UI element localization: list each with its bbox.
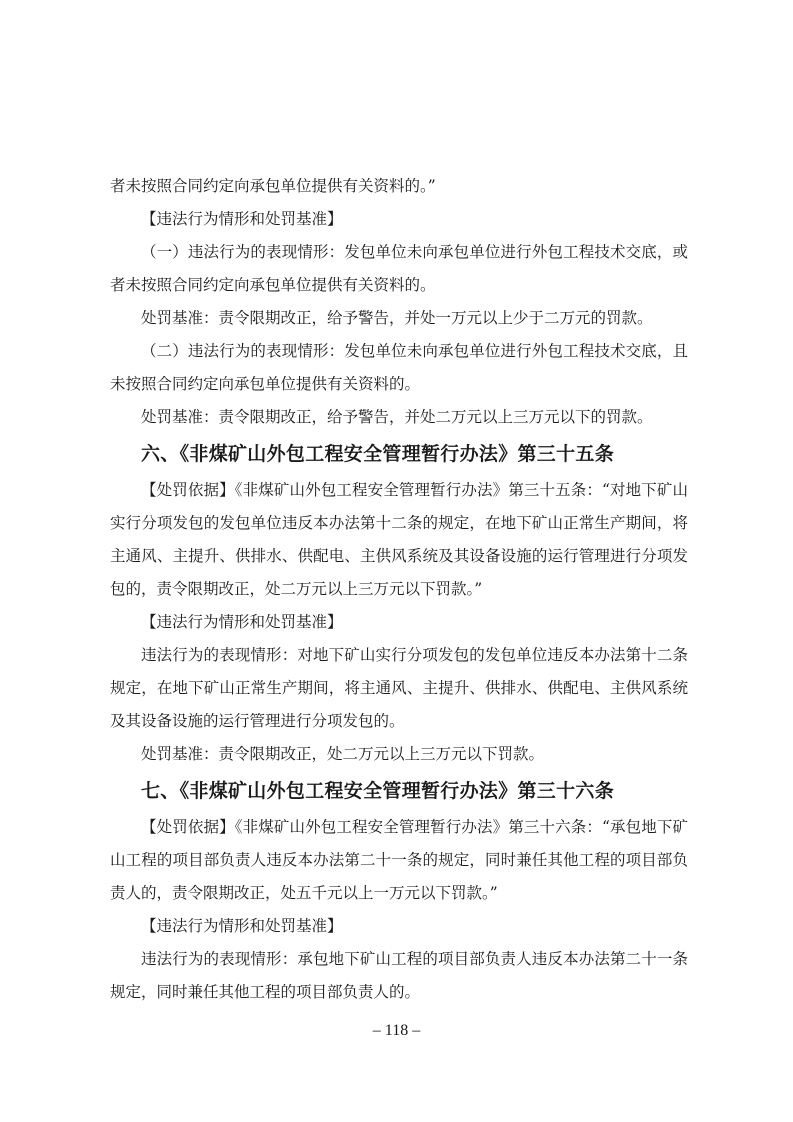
paragraph-legal-basis-7: 【处罚依据】《非煤矿山外包工程安全管理暂行办法》第三十六条：“承包地下矿山工程的项目部负责人违反本办法第二十一条的规定，同时兼任其他工程的项目部负责人的，责令限期改正，处五千元以上一万元以下罚款。”	[110, 818, 688, 902]
section-heading-7: 七、《非煤矿山外包工程安全管理暂行办法》第三十六条	[141, 780, 615, 802]
paragraph-continuation: 者未按照合同约定向承包单位提供有关资料的。”	[110, 177, 436, 195]
paragraph-case-6: 违法行为的表现情形：对地下矿山实行分项发包的发包单位违反本办法第十二条规定，在地下矿山正常生产期间，将主通风、主提升、供排水、供配电、主供风系统及其设备设施的运行管理进行分项发包的。	[110, 646, 688, 730]
section-label: 【违法行为情形和处罚基准】	[141, 210, 343, 228]
paragraph-legal-basis-6: 【处罚依据】《非煤矿山外包工程安全管理暂行办法》第三十五条：“对地下矿山实行分项发包的发包单位违反本办法第十二条的规定，在地下矿山正常生产期间，将主通风、主提升、供排水、供配电、主供风系统及其设备设施的运行管理进行分项发包的，责令限期改正，处二万元以上三万元以下罚款。”	[110, 481, 688, 598]
paragraph-penalty-6: 处罚基准：责令限期改正，处二万元以上三万元以下罚款。	[141, 745, 545, 763]
section-heading-6: 六、《非煤矿山外包工程安全管理暂行办法》第三十五条	[141, 443, 615, 465]
paragraph-penalty-1: 处罚基准：责令限期改正，给予警告，并处一万元以上少于二万元的罚款。	[141, 309, 653, 327]
section-label: 【违法行为情形和处罚基准】	[141, 613, 343, 631]
page-number: – 118 –	[372, 1022, 421, 1039]
document-body	[110, 170, 688, 1009]
paragraph-penalty-2: 处罚基准：责令限期改正，给予警告，并处二万元以上三万元以下的罚款。	[141, 408, 653, 426]
paragraph-case-1: （一）违法行为的表现情形：发包单位未向承包单位进行外包工程技术交底，或者未按照合同约定向承包单位提供有关资料的。	[110, 243, 688, 294]
section-label: 【违法行为情形和处罚基准】	[141, 917, 343, 935]
paragraph-case-7: 违法行为的表现情形：承包地下矿山工程的项目部负责人违反本办法第二十一条规定，同时兼任其他工程的项目部负责人的。	[110, 950, 688, 1001]
paragraph-case-2: （二）违法行为的表现情形：发包单位未向承包单位进行外包工程技术交底，且未按照合同约定向承包单位提供有关资料的。	[110, 342, 688, 393]
